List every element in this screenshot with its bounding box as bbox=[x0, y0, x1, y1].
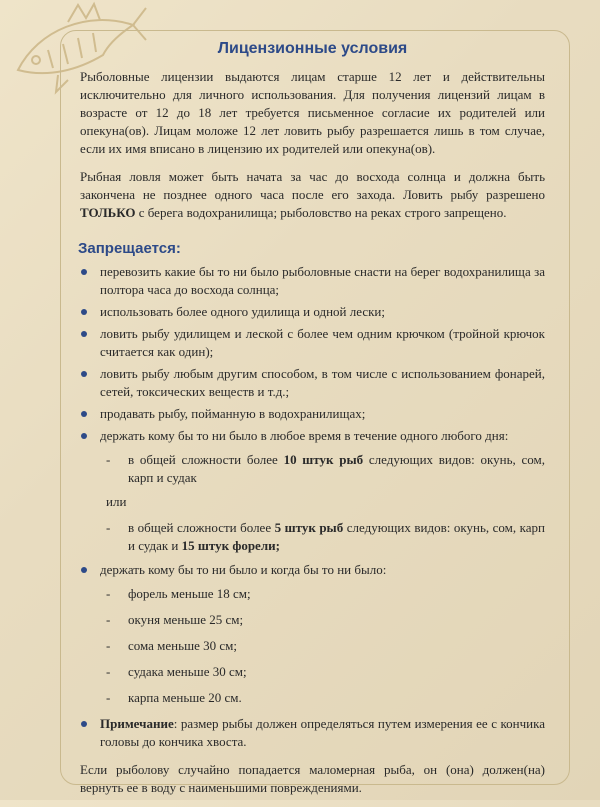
size-limits bbox=[100, 585, 545, 707]
size-row: - сома меньше 30 см; bbox=[106, 638, 237, 653]
note-item: Примечание: размер рыбы должен определяться путем измерения ее с кончика головы до кончика хвоста. bbox=[78, 715, 545, 751]
list-item: ловить рыбу любым другим способом, в том числе с использованием фонарей, сетей, токсических веществ и т.д.; bbox=[78, 365, 545, 401]
bullet-icon bbox=[81, 433, 87, 439]
list-item: перевозить какие бы то ни было рыболовные снасти на берег водохранилища за полтора часа до восхода солнца; bbox=[78, 263, 545, 299]
bullet-icon bbox=[81, 371, 87, 377]
bullet-icon bbox=[81, 721, 87, 727]
bullet-icon bbox=[81, 269, 87, 275]
bullet-icon bbox=[81, 411, 87, 417]
size-row: - карпа меньше 20 см. bbox=[106, 690, 242, 705]
paragraph-hours: Рыбная ловля может быть начата за час до восхода солнца и должна быть закончена не позднее одного часа после его захода. Ловить рыбу разрешено ТОЛЬКО с берега водохранилища; рыболовство на реках строго запрещено. bbox=[80, 169, 545, 220]
list-item: ловить рыбу удилищем и леской с более чем одним крючком (тройной крючок считается как один); bbox=[78, 325, 545, 361]
list-item: продавать рыбу, пойманную в водохранилищах; bbox=[78, 405, 545, 423]
size-row: - окуня меньше 25 см; bbox=[106, 612, 244, 627]
bullet-icon bbox=[81, 331, 87, 337]
prohibited-heading: Запрещается: bbox=[78, 240, 181, 257]
or-separator: или bbox=[106, 494, 127, 509]
size-row: - форель меньше 18 см; bbox=[106, 586, 251, 601]
page-title: Лицензионные условия bbox=[217, 40, 408, 57]
prohibited-list bbox=[80, 263, 545, 751]
limit-row: - в общей сложности более 10 штук рыб следующих видов: окунь, сом, карп и судак bbox=[106, 452, 545, 485]
bullet-icon bbox=[81, 309, 87, 315]
list-item: использовать более одного удилища и одной лески; bbox=[78, 303, 545, 321]
bullet-icon bbox=[81, 567, 87, 573]
license-conditions bbox=[80, 40, 545, 807]
list-item: держать кому бы то ни было и когда бы то ни было: - форель меньше 18 см; - окуня меньше 25 см; - сома меньше 30 см; - судака меньше 30 см; - карпа меньше 20 см. bbox=[78, 561, 545, 707]
size-row: - судака меньше 30 см; bbox=[106, 664, 247, 679]
list-item: держать кому бы то ни было в любое время в течение одного любого дня: - в общей сложности более 10 штук рыб следующих видов: окунь, сом, карп и судак или - в общей сложности более 5 штук рыб следующих видов: окунь, сом, карп и судак и 15 штук форели; bbox=[78, 427, 545, 555]
daily-limits bbox=[100, 451, 545, 555]
limit-row: - в общей сложности более 5 штук рыб следующих видов: окунь, сом, карп и судак и 15 штук форели; bbox=[106, 520, 545, 553]
paragraph-release: Если рыболову случайно попадается маломерная рыба, он (она) должен(на) вернуть ее в воду с наименьшими повреждениями. bbox=[80, 762, 545, 795]
paragraph-age: Рыболовные лицензии выдаются лицам старше 12 лет и действительны исключительно для личного использования. Для получения лицензий лицам в возрасте от 12 до 18 лет требуется письменное согласие их родителей или опекуна(ов). Лицам моложе 12 лет ловить рыбу разрешается лишь в том случае, если их имя вписано в лицензию их родителей или опекуна(ов). bbox=[80, 69, 545, 156]
